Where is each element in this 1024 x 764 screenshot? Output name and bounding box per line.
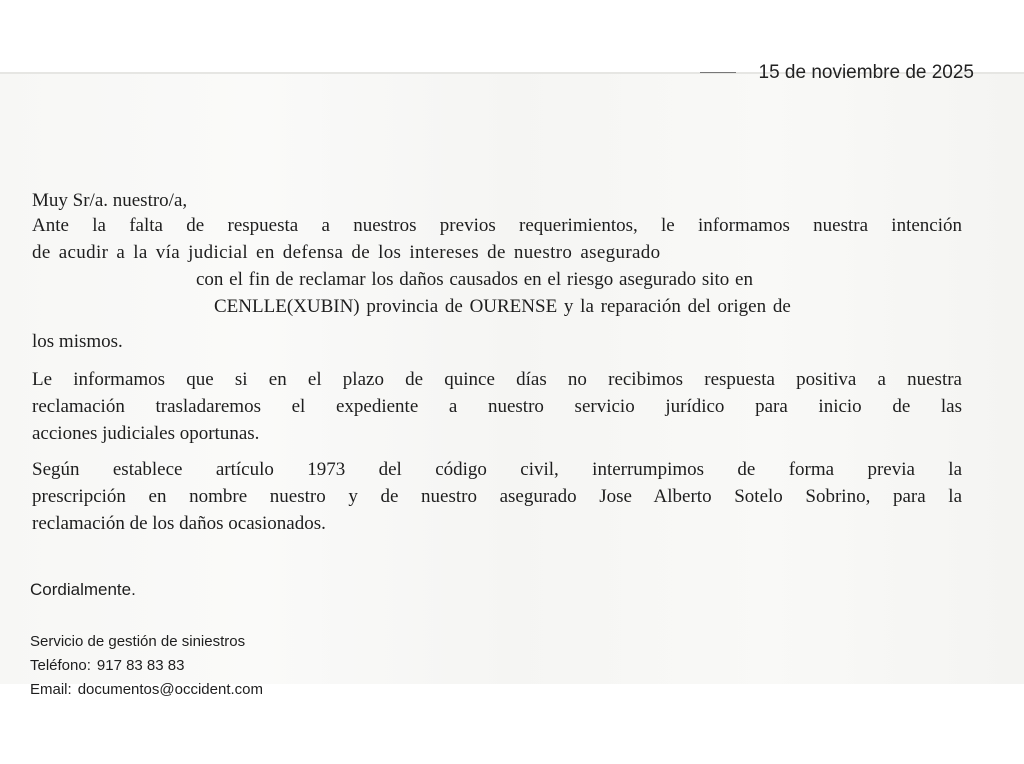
- letter-date: 15 de noviembre de 2025: [758, 62, 974, 83]
- paragraph-line: de acudir a la vía judicial en defensa de los intereses de nuestro asegurado: [32, 242, 661, 263]
- paragraph-line: Según establece artículo 1973 del código civil, interrumpimos de forma previa la: [32, 459, 962, 480]
- paragraph-line: acciones judiciales oportunas.: [32, 423, 260, 444]
- paragraph-line: con el fin de reclamar los daños causados en el riesgo asegurado sito en: [196, 269, 753, 290]
- paragraph-line: reclamación de los daños ocasionados.: [32, 513, 326, 534]
- paragraph-prescription: [32, 456, 962, 537]
- closing: Cordialmente.: [30, 580, 136, 599]
- email-label: Email:: [30, 681, 72, 698]
- phone-number: 917 83 83 83: [96, 657, 185, 674]
- phone-row: [30, 654, 263, 678]
- date-rule: [700, 72, 736, 73]
- paragraph-deadline: [32, 366, 962, 447]
- paragraph-line: los mismos.: [32, 331, 123, 352]
- paragraph-line: prescripción en nombre nuestro y de nuestro asegurado Jose Alberto Sotelo Sobrino, para la: [32, 486, 962, 507]
- phone-label: Teléfono:: [30, 657, 91, 674]
- salutation: Muy Sr/a. nuestro/a,: [32, 190, 188, 211]
- contact-footer: [30, 630, 263, 702]
- department-name: Servicio de gestión de siniestros: [30, 633, 246, 650]
- paragraph-legal-intent: [32, 212, 962, 355]
- paragraph-line: Ante la falta de respuesta a nuestros previos requerimientos, le informamos nuestra intención: [32, 215, 962, 236]
- paragraph-line: reclamación trasladaremos el expediente a nuestro servicio jurídico para inicio de las: [32, 396, 962, 417]
- email-address: documentos@occident.com: [77, 681, 264, 698]
- email-row: [30, 678, 263, 702]
- paragraph-line: CENLLE(XUBIN) provincia de OURENSE y la reparación del origen de: [214, 296, 791, 317]
- paragraph-line: Le informamos que si en el plazo de quince días no recibimos respuesta positiva a nuestra: [32, 369, 962, 390]
